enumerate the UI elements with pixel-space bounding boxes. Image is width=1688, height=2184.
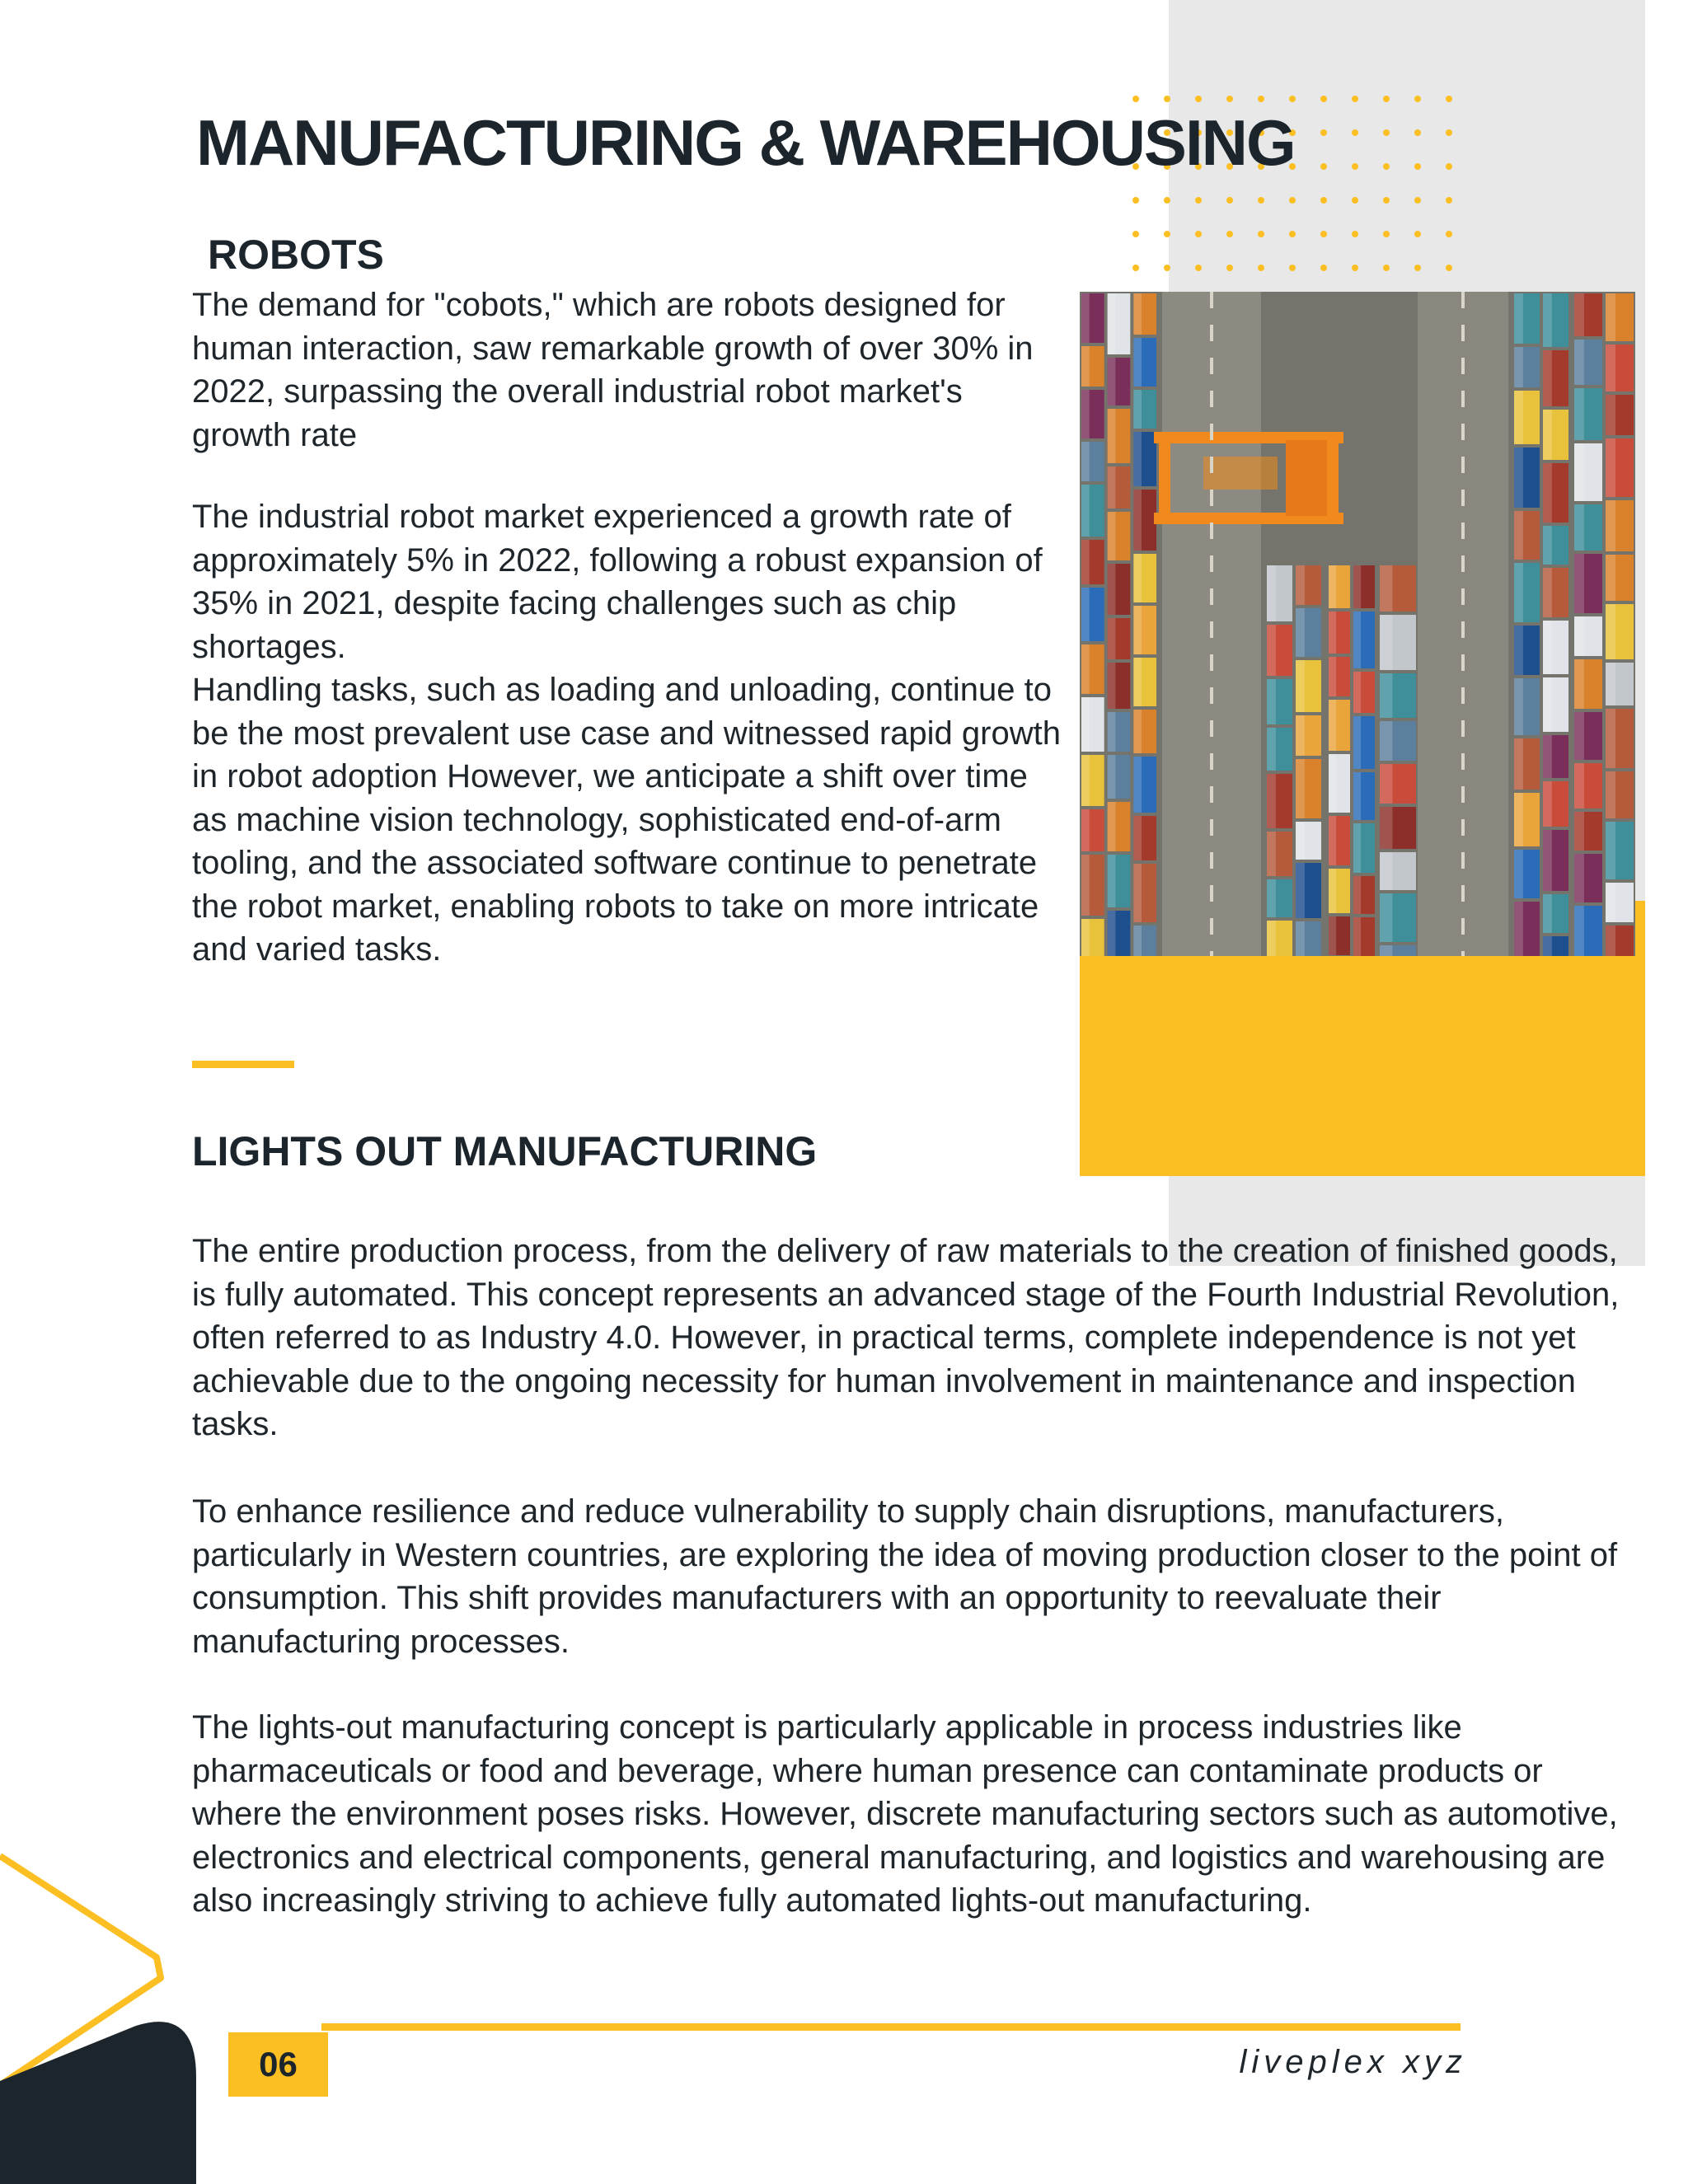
page-number: 06 (228, 2032, 328, 2097)
corner-decoration (0, 1838, 214, 2184)
section-heading-robots: ROBOTS (208, 232, 384, 278)
page-title: MANUFACTURING & WAREHOUSING (196, 106, 1295, 179)
footer-rule (321, 2023, 1461, 2031)
section-divider (192, 1061, 294, 1068)
lights-out-paragraph-3: The lights-out manufacturing concept is particularly applicable in process industries like pharmaceuticals or food and beverage, where human presence can contaminate products or where the environment poses risks. However, discrete manufacturing sectors such as automotive, electronics and electrical components, general manufacturing, and logistics and warehousing are also increasingly striving to achieve fully automated lights-out manufacturing. (192, 1709, 1618, 1919)
robots-paragraph-1: The demand for "cobots," which are robots designed for human interaction, saw remarkable growth of over 30% in 2022, surpassing the overall industrial robot market's growth rate (192, 287, 1034, 453)
robots-paragraph-2 (192, 495, 1066, 972)
lights-out-paragraph-2: To enhance resilience and reduce vulnerability to supply chain disruptions, manufacturers, particularly in Western countries, are exploring the idea of moving production closer to the point of consumption. This shift provides manufacturers with an opportunity to reevaluate their manufacturing processes. (192, 1493, 1618, 1660)
footer-brand: liveplex xyz (1239, 2044, 1467, 2080)
section-heading-lights-out: LIGHTS OUT MANUFACTURING (192, 1128, 818, 1174)
container-port-photo (1080, 292, 1635, 956)
robots-paragraph-2b: Handling tasks, such as loading and unloading, continue to be the most prevalent use case and witnessed rapid growth in robot adoption However, we anticipate a shift over time as machine vision technology, sophisticated end-of-arm tooling, and the associated software continue to penetrate the robot market, enabling robots to take on more intricate and varied tasks. (192, 672, 1061, 968)
lights-out-paragraph-1: The entire production process, from the delivery of raw materials to the creation of finished goods, is fully automated. This concept represents an advanced stage of the Fourth Industrial Revolution, often referred to as Industry 4.0. However, in practical terms, complete independence is not yet achievable due to the ongoing necessity for human involvement in maintenance and inspection tasks. (192, 1233, 1620, 1442)
dark-corner-shape (0, 2022, 196, 2184)
robots-paragraph-2a: The industrial robot market experienced a growth rate of approximately 5% in 2022, following a robust expansion of 35% in 2021, despite facing challenges such as chip shortages. (192, 499, 1043, 665)
